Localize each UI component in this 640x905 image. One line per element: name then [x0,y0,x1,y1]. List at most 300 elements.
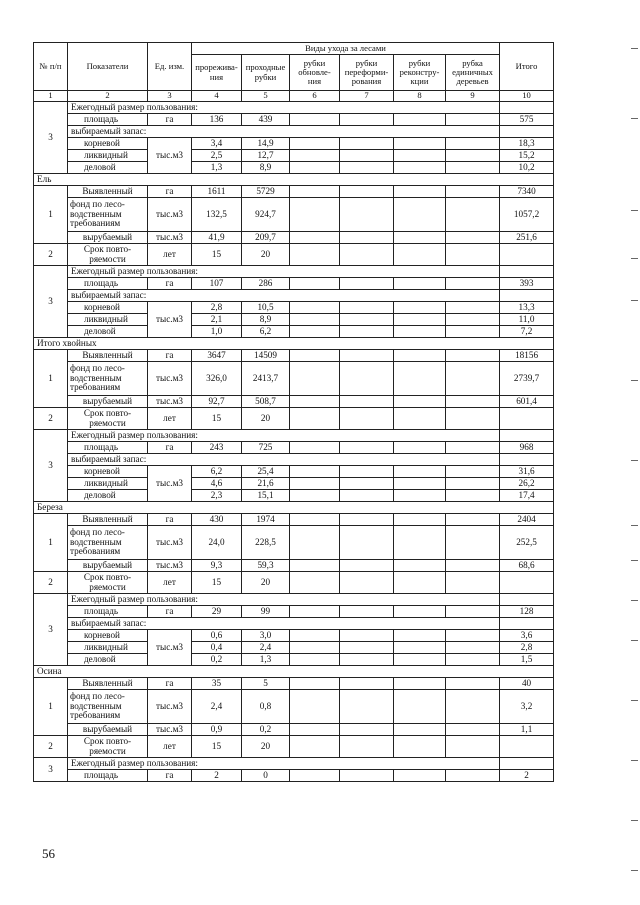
table-row [34,186,554,198]
table-row [34,162,554,174]
total-cell: 26,2 [500,478,554,490]
value-cell: 3,4 [192,138,242,150]
empty-cell [500,736,554,758]
empty-cell [394,396,446,408]
value-cell: 24,0 [192,526,242,560]
total-cell: 1,1 [500,724,554,736]
row-label: Выявленный [68,186,148,198]
value-cell: 1,3 [242,654,290,666]
total-cell: 251,6 [500,232,554,244]
empty-cell [290,326,340,338]
value-cell: 29 [192,606,242,618]
empty-cell [340,514,394,526]
empty-cell [290,630,340,642]
empty-cell [394,408,446,430]
scan-mark [631,48,638,49]
total-cell: 252,5 [500,526,554,560]
table-row [34,736,554,758]
empty-cell [290,350,340,362]
col-header-type: прорежива-ния [192,55,242,91]
row-label: Срок повто-ряемости [68,408,148,430]
empty-cell [394,560,446,572]
empty-cell [394,114,446,126]
empty-cell [394,630,446,642]
row-label: ликвидный [68,314,148,326]
value-cell: 0 [242,770,290,782]
forest-care-table [33,42,554,782]
table-row [34,138,554,150]
table-row [34,606,554,618]
row-label: ликвидный [68,478,148,490]
unit-cell: лет [148,244,192,266]
value-cell: 41,9 [192,232,242,244]
row-label: Выявленный [68,678,148,690]
table-row [34,454,554,466]
col-header-type: рубки обновле-ния [290,55,340,91]
col-header-type: рубки реконстру-кции [394,55,446,91]
empty-cell [290,736,340,758]
unit-cell: тыс.м3 [148,690,192,724]
total-cell: 1057,2 [500,198,554,232]
empty-cell [446,466,500,478]
value-cell: 10,5 [242,302,290,314]
table-row [34,724,554,736]
empty-cell [446,244,500,266]
row-label: корневой [68,138,148,150]
row-label: Ежегодный размер пользования: [68,102,500,114]
unit-cell: тыс.м3 [148,560,192,572]
row-label: фонд по лесо-водственным требованиям [68,198,148,232]
scan-mark [631,870,638,871]
empty-cell [394,198,446,232]
total-cell: 2 [500,770,554,782]
unit-cell: тыс.м3 [148,396,192,408]
empty-cell [290,514,340,526]
value-cell: 1611 [192,186,242,198]
empty-cell [290,186,340,198]
row-number: 1 [34,350,68,408]
value-cell: 136 [192,114,242,126]
empty-cell [290,302,340,314]
table-row [34,526,554,560]
scan-mark [631,460,638,461]
row-label: деловой [68,326,148,338]
empty-cell [340,630,394,642]
value-cell: 0,2 [242,724,290,736]
empty-cell [340,198,394,232]
total-cell: 18,3 [500,138,554,150]
table-row [34,442,554,454]
column-number: 8 [394,91,446,102]
total-cell: 18156 [500,350,554,362]
empty-cell [446,408,500,430]
value-cell: 15,1 [242,490,290,502]
table-row [34,430,554,442]
section-title: Итого хвойных [34,338,554,350]
empty-cell [394,350,446,362]
row-label: деловой [68,654,148,666]
value-cell: 14,9 [242,138,290,150]
row-label: Выявленный [68,514,148,526]
scan-mark [631,380,638,381]
empty-cell [446,396,500,408]
empty-cell [446,162,500,174]
value-cell: 3,0 [242,630,290,642]
empty-cell [340,526,394,560]
total-cell: 2404 [500,514,554,526]
empty-cell [500,102,554,114]
unit-cell: тыс.м3 [148,302,192,338]
empty-cell [340,244,394,266]
empty-cell [500,266,554,278]
column-number-row [34,91,554,102]
empty-cell [500,758,554,770]
empty-cell [500,126,554,138]
empty-cell [290,198,340,232]
table-row [34,244,554,266]
empty-cell [290,138,340,150]
total-cell: 128 [500,606,554,618]
empty-cell [446,314,500,326]
column-number: 9 [446,91,500,102]
empty-cell [394,150,446,162]
total-cell: 3,6 [500,630,554,642]
empty-cell [340,606,394,618]
col-header-type: проходные рубки [242,55,290,91]
unit-cell: тыс.м3 [148,232,192,244]
unit-cell: лет [148,736,192,758]
table-row [34,362,554,396]
unit-cell: га [148,114,192,126]
empty-cell [290,150,340,162]
empty-cell [290,572,340,594]
value-cell: 430 [192,514,242,526]
value-cell: 6,2 [242,326,290,338]
empty-cell [446,186,500,198]
empty-cell [340,278,394,290]
empty-cell [340,186,394,198]
col-header-num: № п/п [34,43,68,91]
column-number: 5 [242,91,290,102]
empty-cell [340,442,394,454]
empty-cell [394,572,446,594]
empty-cell [290,442,340,454]
table-row [34,630,554,642]
row-label: Ежегодный размер пользования: [68,266,500,278]
empty-cell [340,490,394,502]
row-label: корневой [68,630,148,642]
value-cell: 99 [242,606,290,618]
value-cell: 132,5 [192,198,242,232]
value-cell: 15 [192,572,242,594]
unit-cell: га [148,770,192,782]
table-row [34,198,554,232]
column-number: 3 [148,91,192,102]
unit-cell: га [148,442,192,454]
page-number: 56 [42,846,55,861]
empty-cell [446,138,500,150]
empty-cell [290,606,340,618]
total-cell: 3,2 [500,690,554,724]
value-cell: 107 [192,278,242,290]
empty-cell [340,314,394,326]
row-number: 2 [34,244,68,266]
table-row [34,514,554,526]
empty-cell [340,478,394,490]
empty-cell [290,162,340,174]
table-row [34,758,554,770]
empty-cell [446,654,500,666]
empty-cell [290,560,340,572]
empty-cell [394,642,446,654]
empty-cell [500,290,554,302]
table-row [34,594,554,606]
row-number: 1 [34,514,68,572]
empty-cell [290,690,340,724]
total-cell: 968 [500,442,554,454]
value-cell: 0,2 [192,654,242,666]
value-cell: 20 [242,736,290,758]
empty-cell [500,572,554,594]
scan-mark [631,525,638,526]
table-row [34,618,554,630]
unit-cell: га [148,350,192,362]
value-cell: 2,1 [192,314,242,326]
value-cell: 15 [192,736,242,758]
empty-cell [290,396,340,408]
empty-cell [340,572,394,594]
value-cell: 0,8 [242,690,290,724]
empty-cell [340,302,394,314]
empty-cell [394,466,446,478]
column-number: 10 [500,91,554,102]
empty-cell [340,396,394,408]
unit-cell: га [148,186,192,198]
empty-cell [290,278,340,290]
row-number: 3 [34,430,68,502]
section-title: Осина [34,666,554,678]
unit-cell: тыс.м3 [148,724,192,736]
scan-mark [631,300,638,301]
empty-cell [290,408,340,430]
value-cell: 508,7 [242,396,290,408]
value-cell: 20 [242,244,290,266]
empty-cell [340,232,394,244]
total-cell: 2,8 [500,642,554,654]
value-cell: 5 [242,678,290,690]
empty-cell [394,526,446,560]
empty-cell [446,642,500,654]
value-cell: 725 [242,442,290,454]
empty-cell [446,526,500,560]
empty-cell [340,770,394,782]
empty-cell [446,572,500,594]
value-cell: 5729 [242,186,290,198]
empty-cell [394,244,446,266]
column-number: 7 [340,91,394,102]
row-number: 3 [34,102,68,174]
row-label: Срок повто-ряемости [68,736,148,758]
empty-cell [290,244,340,266]
column-number: 1 [34,91,68,102]
value-cell: 0,4 [192,642,242,654]
empty-cell [340,150,394,162]
empty-cell [340,724,394,736]
unit-cell: тыс.м3 [148,526,192,560]
scan-mark [631,760,638,761]
empty-cell [446,198,500,232]
empty-cell [290,770,340,782]
empty-cell [394,326,446,338]
empty-cell [394,232,446,244]
table-row [34,278,554,290]
value-cell: 2413,7 [242,362,290,396]
row-number: 3 [34,758,68,782]
value-cell: 1,3 [192,162,242,174]
table-row [34,770,554,782]
row-label: Срок повто-ряемости [68,572,148,594]
empty-cell [446,514,500,526]
column-number: 2 [68,91,148,102]
scan-mark [631,210,638,211]
empty-cell [290,490,340,502]
value-cell: 9,3 [192,560,242,572]
total-cell: 2739,7 [500,362,554,396]
empty-cell [446,232,500,244]
empty-cell [290,232,340,244]
scan-mark [631,700,638,701]
row-number: 3 [34,594,68,666]
value-cell: 92,7 [192,396,242,408]
empty-cell [340,326,394,338]
empty-cell [446,326,500,338]
table-row [34,314,554,326]
empty-cell [500,244,554,266]
empty-cell [394,654,446,666]
empty-cell [340,362,394,396]
value-cell: 209,7 [242,232,290,244]
table-row [34,690,554,724]
col-header-indicator: Показатели [68,43,148,91]
value-cell: 35 [192,678,242,690]
empty-cell [446,690,500,724]
value-cell: 14509 [242,350,290,362]
row-label: деловой [68,162,148,174]
table-row [34,560,554,572]
total-cell: 17,4 [500,490,554,502]
row-label: выбираемый запас: [68,454,500,466]
table-row [34,490,554,502]
row-label: Ежегодный размер пользования: [68,594,500,606]
empty-cell [394,770,446,782]
section-title: Береза [34,502,554,514]
scan-mark [631,600,638,601]
total-cell: 1,5 [500,654,554,666]
empty-cell [290,114,340,126]
scan-mark [631,118,638,119]
row-number: 2 [34,736,68,758]
empty-cell [290,314,340,326]
unit-cell: тыс.м3 [148,466,192,502]
table-row [34,478,554,490]
col-header-type: рубки переформи-рования [340,55,394,91]
value-cell: 228,5 [242,526,290,560]
value-cell: 0,6 [192,630,242,642]
row-label: площадь [68,770,148,782]
value-cell: 21,6 [242,478,290,490]
row-number: 2 [34,572,68,594]
row-label: площадь [68,606,148,618]
col-header-group: Виды ухода за лесами [192,43,500,55]
section-title: Ель [34,174,554,186]
row-label: Выявленный [68,350,148,362]
empty-cell [394,490,446,502]
row-label: выбираемый запас: [68,618,500,630]
unit-cell: га [148,514,192,526]
empty-cell [500,618,554,630]
table-row [34,114,554,126]
empty-cell [394,162,446,174]
row-number: 1 [34,678,68,736]
empty-cell [340,736,394,758]
empty-cell [290,362,340,396]
empty-cell [446,350,500,362]
empty-cell [394,186,446,198]
col-header-unit: Ед. изм. [148,43,192,91]
empty-cell [340,138,394,150]
unit-cell: га [148,606,192,618]
row-label: ликвидный [68,150,148,162]
empty-cell [446,278,500,290]
empty-cell [394,362,446,396]
row-label: вырубаемый [68,232,148,244]
empty-cell [340,654,394,666]
empty-cell [340,642,394,654]
value-cell: 12,7 [242,150,290,162]
value-cell: 2,4 [242,642,290,654]
value-cell: 2,3 [192,490,242,502]
value-cell: 326,0 [192,362,242,396]
table-row [34,466,554,478]
row-label: вырубаемый [68,724,148,736]
value-cell: 20 [242,408,290,430]
table-row [34,502,554,514]
value-cell: 924,7 [242,198,290,232]
empty-cell [446,678,500,690]
value-cell: 4,6 [192,478,242,490]
table-row [34,642,554,654]
row-label: площадь [68,442,148,454]
unit-cell: га [148,278,192,290]
scan-mark [631,640,638,641]
total-cell: 393 [500,278,554,290]
empty-cell [394,606,446,618]
row-label: выбираемый запас: [68,290,500,302]
empty-cell [446,362,500,396]
scan-mark [631,258,638,259]
empty-cell [340,678,394,690]
table-row [34,666,554,678]
row-label: корневой [68,466,148,478]
value-cell: 59,3 [242,560,290,572]
empty-cell [290,526,340,560]
empty-cell [394,314,446,326]
table-row [34,150,554,162]
empty-cell [446,560,500,572]
table-row [34,290,554,302]
total-cell: 7,2 [500,326,554,338]
empty-cell [394,514,446,526]
